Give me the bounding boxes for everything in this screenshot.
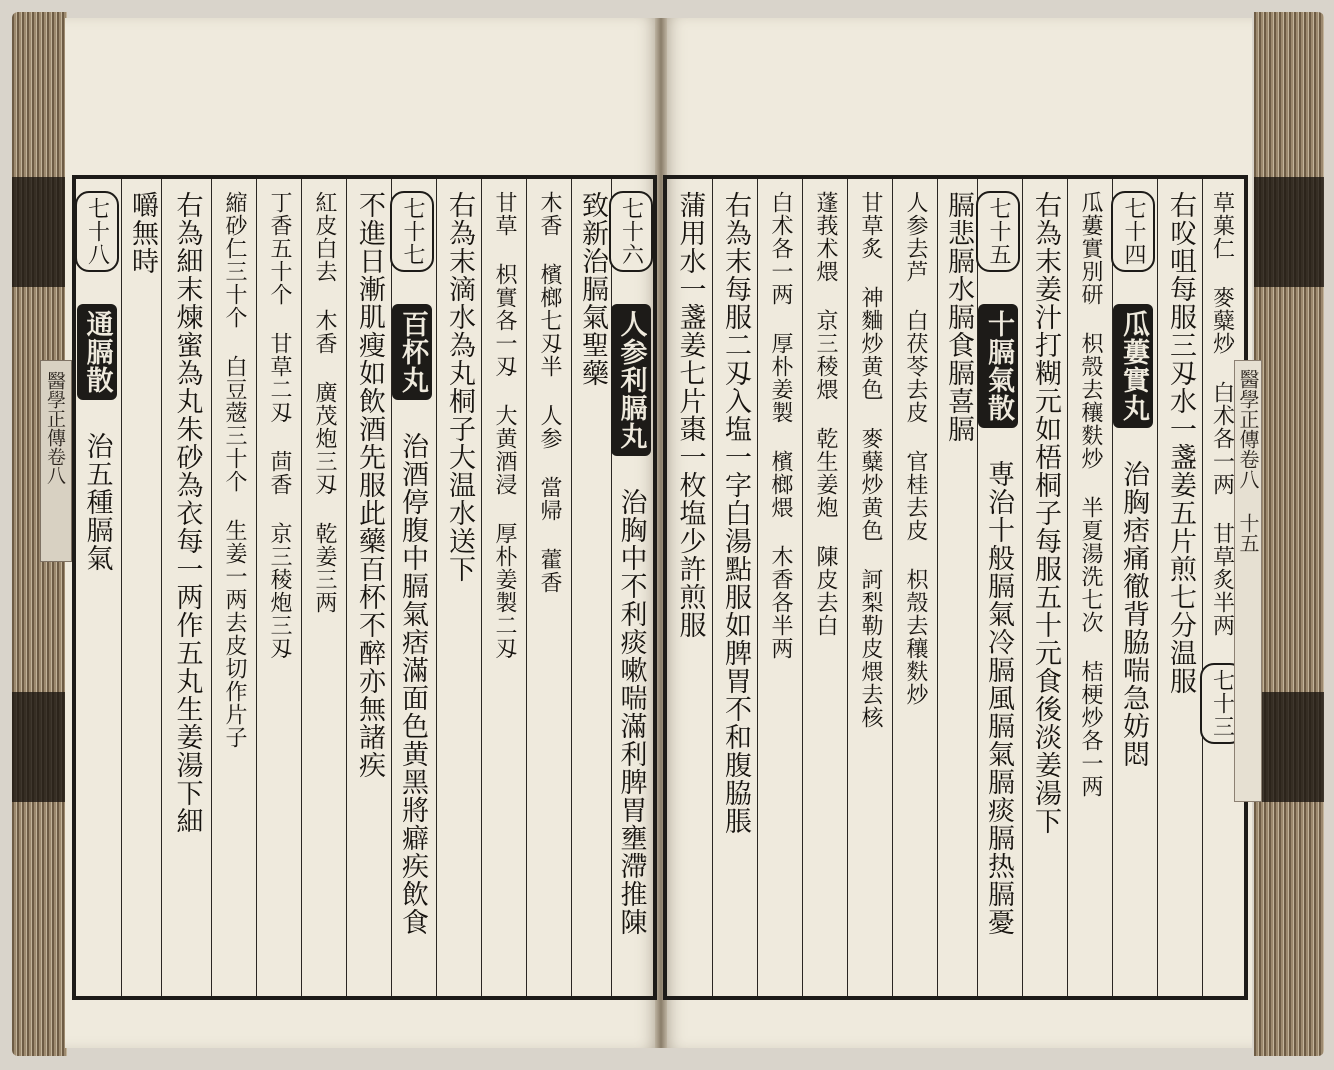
column-text: 嚼無時 (127, 191, 158, 275)
right-text-frame (663, 175, 1248, 1000)
entry-title: 百杯丸 (392, 304, 432, 400)
entry-title: 人参利膈丸 (611, 304, 651, 456)
column-text: 蒲用水一盞姜七片棗一枚塩少許煎服 (674, 191, 706, 639)
text-column (256, 179, 301, 996)
entry-number: 七十六 (609, 191, 653, 272)
edge-shadow-band (1254, 177, 1324, 287)
text-column (211, 179, 256, 996)
text-column (977, 179, 1022, 996)
text-column (712, 179, 757, 996)
column-text: 蓬莪术煨 京三稜煨 乾生姜炮 陳皮去白 (813, 191, 838, 637)
column-text: 木香 檳榔七刄半 人参 當帰 藿香 (537, 191, 562, 594)
entry-title: 通膈散 (77, 304, 117, 400)
column-text: 草菓仁 麥糵炒 白术各一两 甘草炙半两 (1209, 191, 1235, 637)
text-column (526, 179, 571, 996)
text-column (481, 179, 526, 996)
column-text: 膈悲膈水膈食膈喜膈 (943, 191, 974, 443)
text-column (1022, 179, 1067, 996)
entry-text: 治胸中不利痰嗽喘滿利脾胃壅滯推陳 (615, 488, 647, 936)
edge-shadow-band (12, 177, 67, 287)
entry-title: 瓜蔞實丸 (1113, 304, 1153, 428)
entry-number: 七十八 (75, 191, 119, 272)
entry-text: 治五種膈氣 (81, 432, 113, 572)
text-column (571, 179, 611, 996)
column-text: 致新治膈氣聖藥 (577, 191, 608, 387)
column-text: 甘草炙 神麯炒黄色 麥糵炒黄色 訶梨勒皮煨去核 (858, 191, 883, 729)
right-side-label-text: 醫學正傳卷八 十五 (1236, 369, 1260, 553)
column-text: 不進日漸肌瘦如飲酒先服此藥百杯不醉亦無諸疾 (354, 191, 385, 779)
text-column (1067, 179, 1112, 996)
column-text: 白术各一两 厚朴姜製 檳榔煨 木香各半两 (768, 191, 793, 660)
column-text: 右為末每服二刄入塩一字白湯點服如脾胃不和腹脇脹 (720, 191, 751, 835)
column-text: 紅皮白去 木香 廣茂炮三刄 乾姜三两 (312, 191, 337, 614)
text-column (757, 179, 802, 996)
text-column (161, 179, 211, 996)
column-text: 瓜蔞實別研 枳殼去穰麩炒 半夏湯洗七次 桔梗炒各一两 (1078, 191, 1103, 798)
text-column (892, 179, 937, 996)
column-text: 甘草 枳實各一刄 大黄酒浸 厚朴姜製二刄 (492, 191, 517, 660)
text-column (121, 179, 161, 996)
column-text: 右為末滴水為丸桐子大温水送下 (444, 191, 475, 583)
text-column (391, 179, 436, 996)
column-text: 丁香五十个 甘草二刄 茴香 京三稜炮三刄 (267, 191, 292, 660)
text-column (937, 179, 977, 996)
text-column (301, 179, 346, 996)
text-column (76, 179, 121, 996)
column-text: 人参去芦 白茯苓去皮 官桂去皮 枳殼去穰麩炒 (903, 191, 928, 706)
column-text: 右為末姜汁打糊元如梧桐子每服五十元食後淡姜湯下 (1030, 191, 1061, 835)
edge-shadow-band (1254, 692, 1324, 802)
entry-number: 七十七 (390, 191, 434, 272)
entry-text: 専治十般膈氣冷膈風膈氣膈痰膈热膈憂 (983, 460, 1014, 936)
text-column (802, 179, 847, 996)
column-text: 縮砂仁三十个 白豆蔲三十个 生姜一两去皮切作片子 (222, 191, 247, 749)
text-column (346, 179, 391, 996)
entry-text: 治酒停腹中膈氣痞滿面色黄黑將癖疾飲食 (397, 432, 428, 936)
left-text-frame (72, 175, 657, 1000)
entry-text: 治胸痞痛徹背脇喘急妨悶 (1118, 460, 1149, 768)
entry-number: 七十五 (976, 191, 1020, 272)
column-text: 右㕮咀每服三刄水一盞姜五片煎七分温服 (1165, 191, 1196, 695)
right-side-label (1234, 360, 1262, 802)
text-column (436, 179, 481, 996)
left-side-label-text: 醫學正傳卷八 (44, 371, 66, 485)
text-column (611, 179, 653, 996)
entry-number: 七十四 (1111, 191, 1155, 272)
text-column (1157, 179, 1202, 996)
entry-title: 十膈氣散 (978, 304, 1018, 428)
column-text: 右為細末煉蜜為丸朱砂為衣每一两作五丸生姜湯下細 (171, 191, 203, 835)
right-page-edges (1254, 12, 1324, 1056)
text-column (667, 179, 712, 996)
entry-number: 七十三 (1200, 663, 1244, 744)
text-column (847, 179, 892, 996)
left-side-label (40, 360, 72, 562)
edge-shadow-band (12, 692, 67, 802)
text-column (1112, 179, 1157, 996)
